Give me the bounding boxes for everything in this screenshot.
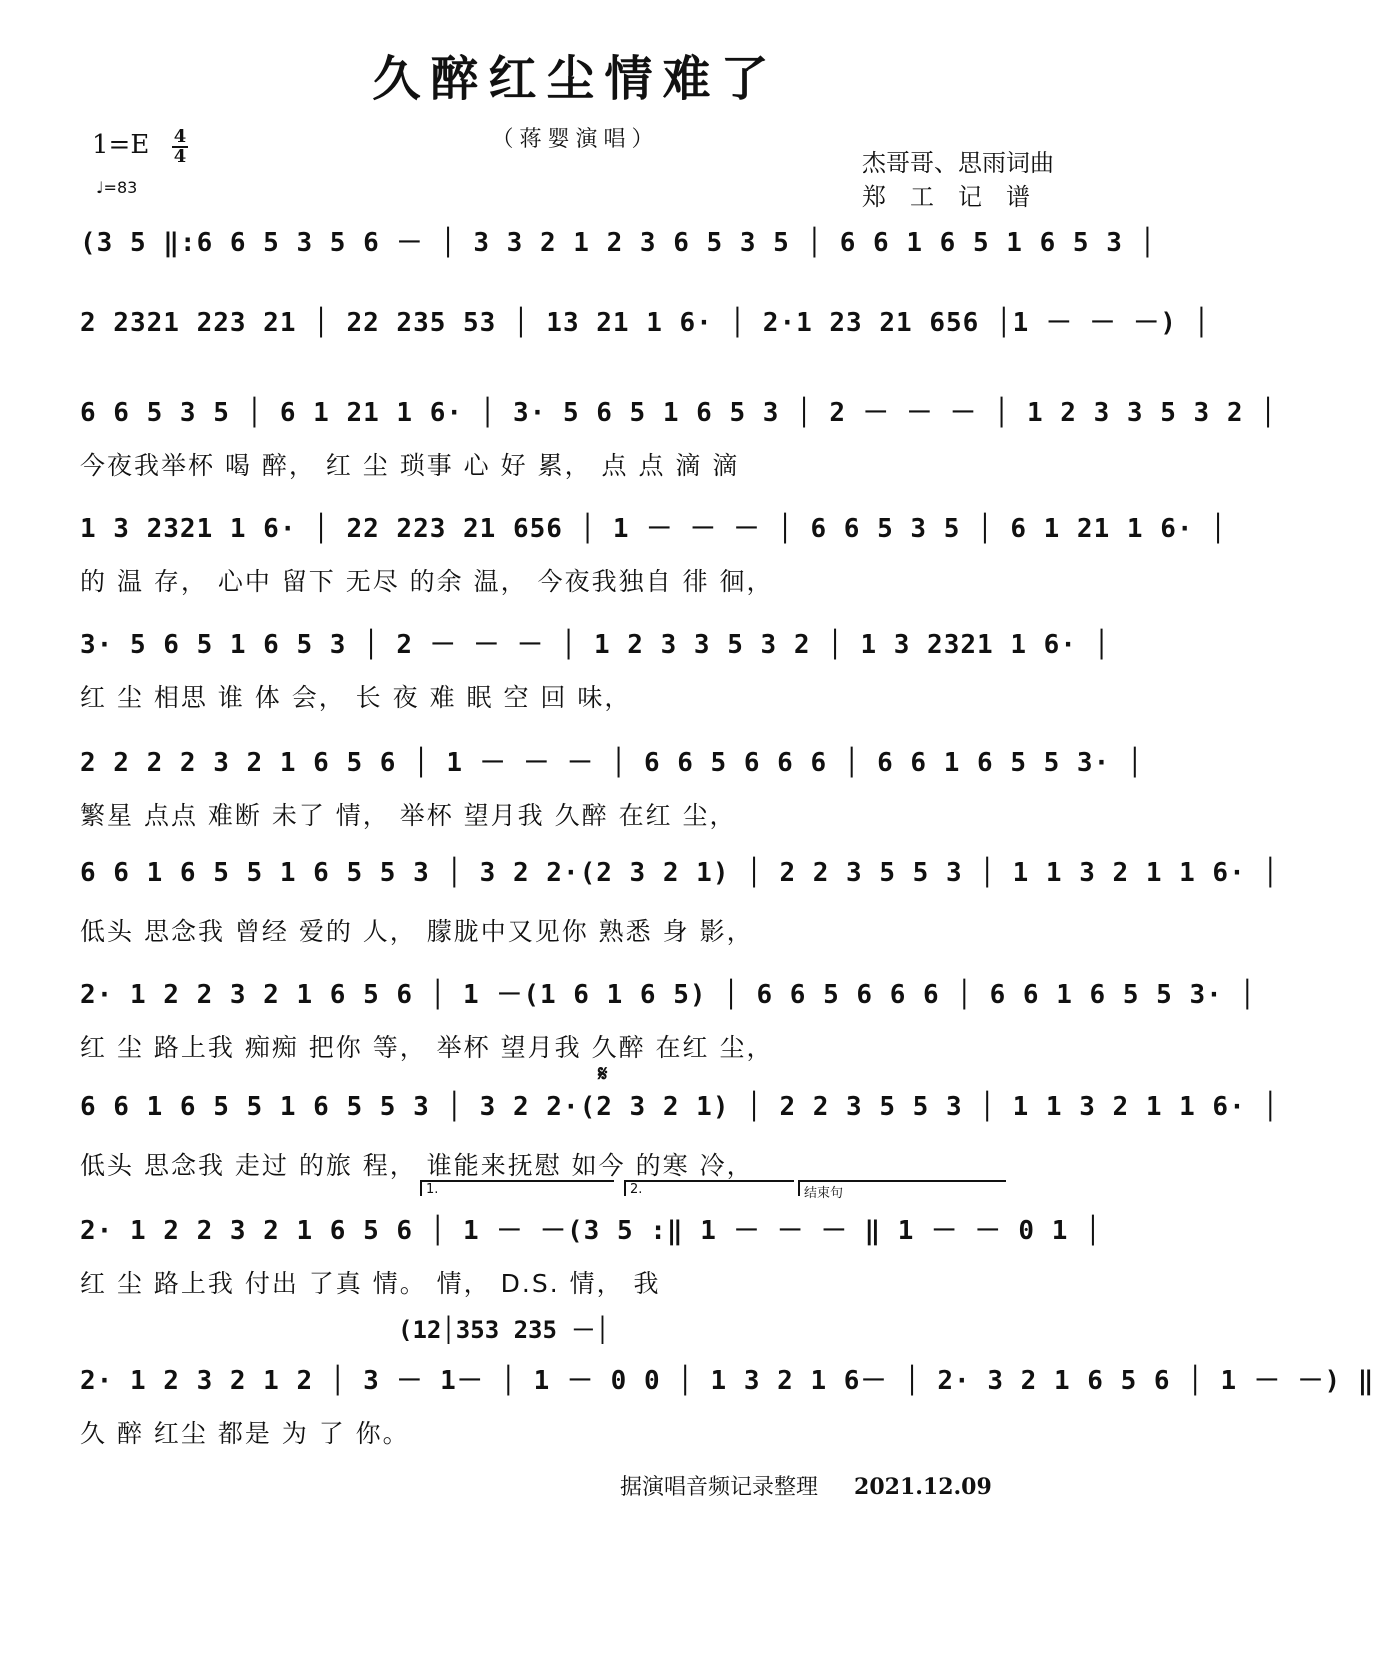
notation-line: 2· 1 2 2 3 2 1 6 5 6 │ 1 － －(3 5 :‖ 1 － － － ‖ 1 － － 0 1 │ (80, 1216, 1102, 1246)
footer (620, 1470, 992, 1501)
footer-date: 2021.12.09 (854, 1474, 992, 1500)
notation-line: 2 2 2 2 3 2 1 6 5 6 │ 1 － － － │ 6 6 5 6 6 6 │ 6 6 1 6 5 5 3· │ (80, 748, 1144, 778)
notation-line: 6 6 5 3 5 │ 6 1 21 1 6· │ 3· 5 6 5 1 6 5 3 │ 2 － － － │ 1 2 3 3 5 3 2 │ (80, 398, 1277, 428)
final-phrase-bracket: 结束句 (798, 1180, 1006, 1196)
lyrics-line: 久 醉 红尘 都是 为 了 你。 (80, 1419, 410, 1448)
notation-line: 6 6 1 6 5 5 1 6 5 5 3 │ 3 2 2·(2 3 2 1) │ 2 2 3 5 5 3 │ 1 1 3 2 1 1 6· │ (80, 1092, 1280, 1122)
interlude-phrase: (12│353 235 －│ (398, 1316, 610, 1344)
segno-sign: 𝄋 (598, 1062, 608, 1087)
tempo-marking: ♩=83 (96, 178, 138, 197)
time-numerator: 4 (173, 126, 187, 147)
credit-transcriber: 郑 工 记 谱 (862, 183, 1030, 211)
notation-line: 2· 1 2 2 3 2 1 6 5 6 │ 1 －(1 6 1 6 5) │ 6 6 5 6 6 6 │ 6 6 1 6 5 5 3· │ (80, 980, 1257, 1010)
lyrics-line: 的 温 存， 心中 留下 无尽 的余 温， 今夜我独自 徘 徊， (80, 567, 774, 596)
lyrics-line: 繁星 点点 难断 未了 情， 举杯 望月我 久醉 在红 尘， (80, 801, 737, 830)
notation-line: 6 6 1 6 5 5 1 6 5 5 3 │ 3 2 2·(2 3 2 1) │ 2 2 3 5 5 3 │ 1 1 3 2 1 1 6· │ (80, 858, 1280, 888)
credit-words-music: 杰哥哥、思雨词曲 (862, 149, 1054, 177)
lyrics-line: 红 尘 路上我 付出 了真 情。 情， D.S. 情， 我 (80, 1269, 661, 1298)
first-ending-bracket: 1. (420, 1180, 614, 1196)
lyrics-line: 低头 思念我 走过 的旅 程， 谁能来抚慰 如今 的寒 冷， (80, 1151, 754, 1180)
lyrics-line: 今夜我举杯 喝 醉， 红 尘 琐事 心 好 累， 点 点 滴 滴 (80, 451, 740, 480)
singer-credit: （蒋婴演唱） (491, 127, 660, 152)
lyrics-line: 红 尘 路上我 痴痴 把你 等， 举杯 望月我 久醉 在红 尘， (80, 1033, 774, 1062)
second-ending-bracket: 2. (624, 1180, 794, 1196)
song-title: 久醉红尘情难了 (372, 51, 779, 107)
footer-note: 据演唱音频记录整理 (620, 1475, 819, 1500)
notation-line: (3 5 ‖:6 6 5 3 5 6 － │ 3 3 2 1 2 3 6 5 3 5 │ 6 6 1 6 5 1 6 5 3 │ (80, 228, 1157, 258)
notation-line: 2· 1 2 3 2 1 2 │ 3 － 1－ │ 1 － 0 0 │ 1 3 2 1 6－ │ 2· 3 2 1 6 5 6 │ 1 － －) ‖ (80, 1366, 1374, 1396)
lyrics-line: 红 尘 相思 谁 体 会， 长 夜 难 眠 空 回 味， (80, 683, 632, 712)
key-signature: 1=E (92, 130, 150, 160)
lyrics-line: 低头 思念我 曾经 爱的 人， 朦胧中又见你 熟悉 身 影， (80, 917, 754, 946)
time-signature (172, 128, 188, 166)
time-denominator: 4 (173, 146, 187, 167)
credits (862, 146, 1054, 214)
notation-line: 3· 5 6 5 1 6 5 3 │ 2 － － － │ 1 2 3 3 5 3 2 │ 1 3 2321 1 6· │ (80, 630, 1111, 660)
notation-line: 2 2321 223 21 │ 22 235 53 │ 13 21 1 6· │ 2·1 23 21 656 │1 － － －) │ (80, 308, 1211, 338)
notation-line: 1 3 2321 1 6· │ 22 223 21 656 │ 1 － － － │ 6 6 5 3 5 │ 6 1 21 1 6· │ (80, 514, 1227, 544)
